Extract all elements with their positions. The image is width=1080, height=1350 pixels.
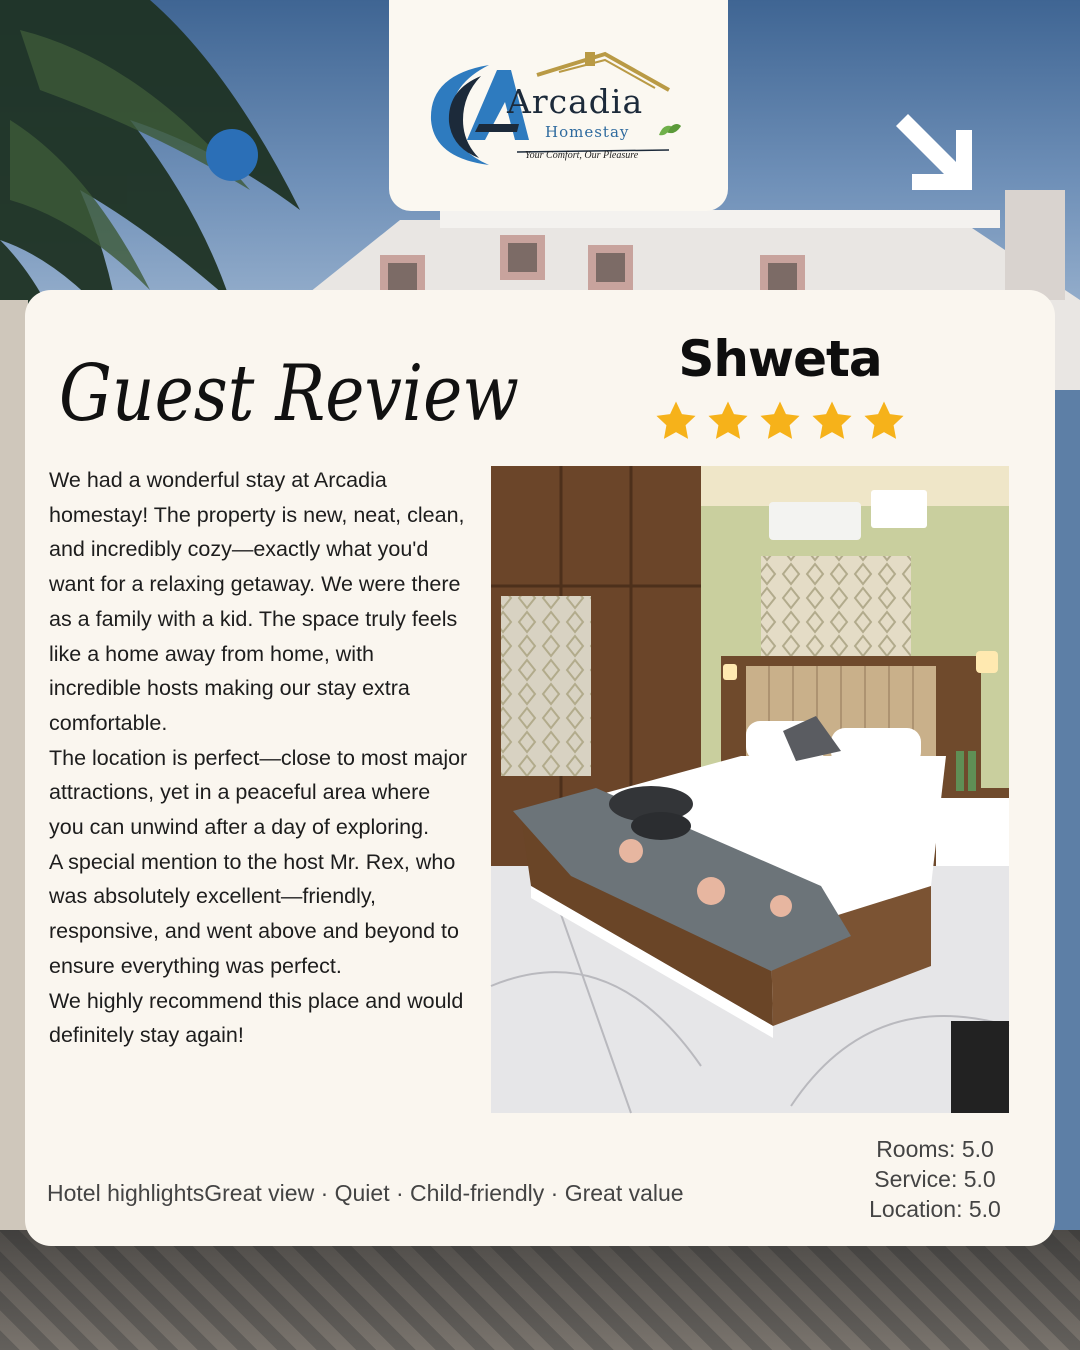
- review-paragraph: We highly recommend this place and would definitely stay again!: [49, 988, 464, 1048]
- review-paragraph: We had a wonderful stay at Arcadia homestay! The property is new, neat, clean, and incredibly cozy—exactly what you'd want for a relaxing getaway. We were there as a family with a kid. The space truly feels like a home away from home, with incredible hosts making our stay extra comfortable.: [49, 468, 465, 735]
- review-card: [25, 290, 1055, 1246]
- star-icon: [705, 398, 751, 444]
- star-icon: [653, 398, 699, 444]
- review-heading: [55, 310, 525, 460]
- bedroom-illustration: [491, 466, 1009, 1113]
- rating-service: Service: 5.0: [874, 1166, 996, 1192]
- rating-rooms: Rooms: 5.0: [876, 1136, 994, 1162]
- review-body: [49, 463, 469, 1053]
- brand-name: Arcadia: [507, 82, 644, 121]
- room-photo: [491, 466, 1009, 1113]
- review-paragraph: A special mention to the host Mr. Rex, who was absolutely excellent—friendly, responsive, and went above and beyond to ensure everything was perfect.: [49, 849, 459, 978]
- star-icon: [809, 398, 855, 444]
- review-heading-text: Guest Review: [59, 349, 519, 439]
- category-ratings: [855, 1134, 1015, 1224]
- floor-shadow: [0, 1230, 1080, 1350]
- guest-name: Shweta: [678, 330, 882, 388]
- brand-subtitle: Homestay: [545, 123, 630, 141]
- review-heading-script: [55, 310, 525, 460]
- review-paragraph: The location is perfect—close to most major attractions, yet in a peaceful area where you can unwind after a day of exploring.: [49, 745, 468, 840]
- brand-tagline: Your Comfort, Our Pleasure: [525, 150, 639, 161]
- star-rating: [653, 398, 907, 444]
- rating-location: Location: 5.0: [869, 1196, 1001, 1222]
- star-icon: [861, 398, 907, 444]
- hotel-highlights: Hotel highlightsGreat view · Quiet · Child-friendly · Great value: [47, 1180, 684, 1206]
- arrow-down-right-icon: [890, 108, 978, 196]
- star-icon: [757, 398, 803, 444]
- logo-card: [389, 0, 728, 211]
